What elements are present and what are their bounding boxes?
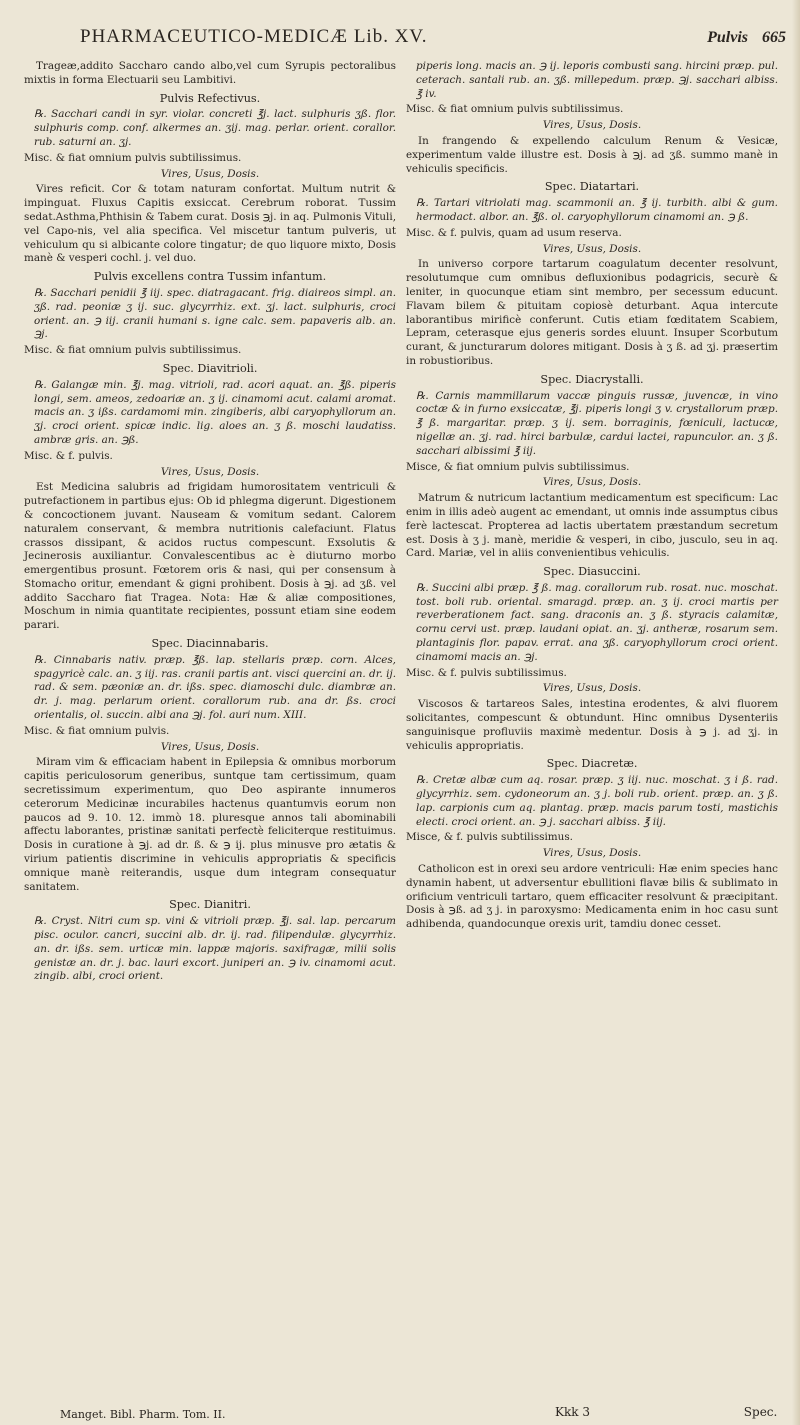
- left-column-rx-block: ℞. Sacchari candi in syr. violar. concreti ℥j. lact. sulphuris ʒß. flor. sulphuris comp. conf. alkermes an. ʒij. mag. perlar. orient. corallor. rub. saturni an. ʒj.: [34, 108, 396, 148]
- page-number: 665: [762, 29, 786, 46]
- left-column-rx-block: ℞. Sacchari penidii ℥ iij. spec. diatragacant. frig. diaireos simpl. an. ʒß. rad. peoniæ ʒ ij. suc. glycyrrhiz. ext. ʒj. lact. sulphuris, croci orient. an. ℈ iij. cranii humani s. igne calc. sem. papaveris alb. an. ℈j.: [34, 286, 396, 341]
- footer-citation: Manget. Bibl. Pharm. Tom. II.: [60, 1408, 226, 1421]
- running-head-right: [707, 29, 786, 47]
- left-column-sub-block: Vires, Usus, Dosis.: [160, 167, 260, 180]
- left-column-sub-block: Vires, Usus, Dosis.: [160, 465, 260, 478]
- right-column-plain-block: Misc. & f. pulvis, quam ad usum reserva.: [406, 226, 622, 239]
- right-column-sub-block: Vires, Usus, Dosis.: [542, 847, 642, 860]
- right-column-p-block: In frangendo & expellendo calculum Renum & Vesicæ, experimentum valde illustre est. Dosis à ℈j. ad ʒß. summo manè in vehiculis specificis.: [406, 134, 778, 175]
- right-column-sub-block: Vires, Usus, Dosis.: [542, 242, 642, 255]
- right-column-sub-block: Vires, Usus, Dosis.: [542, 119, 642, 132]
- right-column-p-block: Catholicon est in orexi seu ardore ventriculi: Hæ enim species hanc dynamin habent, ut adversentur ebullitioni flavæ bilis & sublimato in orificium ventriculi tartaro, quem efficaciter resolvunt & præcipitant. Dosis à ℈ß. ad ʒ j. in paroxysmo: Medicamenta enim in hoc casu sunt adhibenda, quandocunque orexis urit, tamdiu donec cesset.: [406, 863, 778, 931]
- left-column-p-block: Trageæ,addito Saccharo cando albo,vel cum Syrupis pectoralibus mixtis in forma Electuarii seu Lambitivi.: [24, 60, 396, 86]
- signature-mark: [555, 1405, 777, 1419]
- page-edge-shade: [792, 0, 800, 1425]
- left-column-plain-block: Misc. & fiat omnium pulvis subtilissimus.: [24, 151, 242, 164]
- left-column-p-block: Miram vim & efficaciam habent in Epilepsia & omnibus morborum capitis periculosorum generibus, suntque tam certissimum, quam secretissimum experimentum, quo Deo aspirante innumeros ceterorum Medicinæ incurabiles hactenus quantumvis eorum non paucos ad 9. 10. 12. immò 18. pluresque annos tali abominabili affectu laborantes, pristinæ sanitati perfectè feliciterque restituimus. Dosis in curatione à ℈j. ad dr. ß. & ℈ ij. plus minusve pro ætatis & virium patientis discrimine in vehiculis appropriatis & specificis omnique manè reiterandis, usque dum integram consequatur sanitatem.: [24, 756, 396, 893]
- right-column-rx-block: ℞. Succini albi præp. ℥ ß. mag. corallorum rub. rosat. nuc. moschat. tost. boli rub. oriental. smaragd. præp. an. ʒ ij. croci martis per reverberationem fact. sang. draconis an. ʒ ß. styracis calamitæ, cornu cervi ust. præp. laudani opiat. an. ʒj. antheræ, rosarum sem. plantaginis flor. papav. errat. ana ʒß. caryophyllorum croci orient. cinamomi macis an. ℈j.: [416, 581, 778, 663]
- right-column-center-block: Spec. Diacretæ.: [546, 757, 638, 771]
- right-column-plain-block: Misc. & f. pulvis subtilissimus.: [406, 666, 567, 679]
- right-column-plain-block: Misce, & f. pulvis subtilissimus.: [406, 831, 573, 844]
- right-column-rx-block: piperis long. macis an. ℈ ij. leporis combusti sang. hircini præp. pul. ceterach. santali rub. an. ʒß. millepedum. præp. ℈j. sacchari albiss. ℥ iv.: [416, 60, 778, 100]
- left-column-center-block: Spec. Diavitrioli.: [162, 361, 258, 375]
- right-column-p-block: Viscosos & tartareos Sales, intestina erodentes, & alvi fluorem solicitantes, compescunt & obtundunt. Hinc omnibus Dysenteriis sanguinisque profluviis maximè medentur. Dosis à ℈ j. ad ʒj. in vehiculis appropriatis.: [406, 698, 778, 752]
- right-column: [406, 60, 778, 934]
- right-column-center-block: Spec. Diatartari.: [544, 180, 640, 194]
- left-column-plain-block: Misc. & f. pulvis.: [24, 449, 113, 462]
- catchword: Spec.: [743, 1405, 778, 1419]
- right-column-sub-block: Vires, Usus, Dosis.: [542, 682, 642, 695]
- right-column-p-block: Matrum & nutricum lactantium medicamentum est specificum: Lac enim in illis adeò augent ac emendant, ut omnis inde assumptus cibus ferè lactescat. Propterea ad lactis ubertatem præstandum secretum est. Dosis à ʒ j. manè, meridie & vesperi, in cibo, jusculo, seu in aq. Card. Mariæ, vel in aliis convenientibus vehiculis.: [406, 492, 778, 560]
- right-column-rx-block: ℞. Carnis mammillarum vaccæ pinguis russæ, juvencæ, in vino coctæ & in furno exsiccatæ, ℥j. piperis longi ʒ v. crystallorum præp. ℥ ß. margaritar. præp. ʒ ij. sem. borraginis, fœniculi, lactucæ, nigellæ an. ʒj. rad. hirci barbulæ, cardui lactei, rapunculor. an. ʒ ß. sacchari albissimi ℥ iij.: [416, 389, 778, 457]
- left-column-rx-block: ℞. Cryst. Nitri cum sp. vini & vitrioli præp. ℥j. sal. lap. percarum pisc. oculor. cancri, succini alb. dr. ij. rad. filipendulæ. glycyrrhiz. an. dr. ißs. sem. urticæ min. lappæ majoris. saxifragæ, milii solis genistæ an. dr. j. bac. lauri excort. juniperi an. ℈ iv. cinamomi acut. zingib. albi, croci orient.: [34, 915, 396, 983]
- left-column-center-block: Spec. Dianitri.: [169, 898, 251, 912]
- left-column-center-block: Pulvis Refectivus.: [159, 91, 261, 105]
- left-column-plain-block: Misc. & fiat omnium pulvis subtilissimus.: [24, 344, 242, 357]
- right-column-sub-block: Vires, Usus, Dosis.: [542, 476, 642, 489]
- left-column: [24, 60, 396, 986]
- right-column-center-block: Spec. Diacrystalli.: [540, 372, 644, 386]
- right-column-rx-block: ℞. Tartari vitriolati mag. scammonii an. ℥ ij. turbith. albi & gum. hermodact. albor. an. ℥ß. ol. caryophyllorum cinamomi an. ℈ ß.: [416, 197, 778, 223]
- left-column-p-block: Est Medicina salubris ad frigidam humorositatem ventriculi & putrefactionem in partibus ejus: Ob id phlegma digerunt. Digestionem & concoctionem juvant. Nauseam & vomitum sedant. Calorem naturalem conservant, & membra nutritionis calefaciunt. Flatus crassos dissipant, & acidos ructus compescunt. Exsolutis & Jecinerosis auxiliantur. Convalescentibus ac è diuturno morbo emergentibus prosunt. Fœtorem oris & nasi, qui per consensum à Stomacho oritur, emendant & gigni prohibent. Dosis à ℈j. ad ʒß. vel addito Saccharo fiat Tragea. Nota: Hæ & aliæ compositiones, Moschum in nimia quantitate recipientes, possunt etiam sine eodem parari.: [24, 481, 396, 632]
- left-column-rx-block: ℞. Galangæ min. ℥j. mag. vitrioli, rad. acori aquat. an. ℥ß. piperis longi, sem. ameos, zedoariæ an. ʒ ij. cinamomi acut. calami aromat. macis an. ʒ ißs. cardamomi min. zingiberis, albi caryophyllorum an. ʒj. croci orient. spicæ indic. lig. aloes an. ʒ ß. moschi laudatiss. ambræ gris. an. ℈ß.: [34, 378, 396, 446]
- right-column-rx-block: ℞. Cretæ albæ cum aq. rosar. præp. ʒ iij. nuc. moschat. ʒ i ß. rad. glycyrrhiz. sem. cydoneorum an. ʒ j. boli rub. orient. præp. an. ʒ ß. lap. carpionis cum aq. plantag. præp. macis parum tosti, mastichis electi. croci orient. an. ℈ j. sacchari albiss. ℥ iij.: [416, 774, 778, 828]
- left-column-center-block: Spec. Diacinnabaris.: [151, 637, 269, 651]
- right-column-center-block: Spec. Diasuccini.: [543, 565, 641, 579]
- running-head: [80, 26, 786, 56]
- right-column-plain-block: Misc. & fiat omnium pulvis subtilissimus.: [406, 103, 624, 116]
- running-title: PHARMACEUTICO-MEDICÆ Lib. XV.: [80, 26, 428, 47]
- signature-text: Kkk 3: [555, 1405, 590, 1419]
- left-column-center-block: Pulvis excellens contra Tussim infantum.: [93, 270, 327, 284]
- left-column-p-block: Vires reficit. Cor & totam naturam confortat. Multum nutrit & impinguat. Fluxus Capitis exsiccat. Cerebrum roborat. Tussim sedat.Asthma,Phthisin & Tabem curat. Dosis ℈j. in aq. Pulmonis Vituli, vel Capo-nis, vel alia specifica. Vel miscetur tantum pulveris, ut vehiculum qu si albicante colore tingatur; de quo liquore mixto, Dosis manè & vesperi cochl. j. vel duo.: [24, 183, 396, 265]
- right-column-plain-block: Misce, & fiat omnium pulvis subtilissimus.: [406, 460, 630, 473]
- left-column-rx-block: ℞. Cinnabaris nativ. præp. ℥ß. lap. stellaris præp. corn. Alces, spagyricè calc. an. ʒ iij. ras. cranii partis ant. visci quercini an. dr. ij. rad. & sem. pæoniæ an. dr. ißs. spec. diamoschi dulc. diambræ an. dr. j. mag. perlarum orient. corallorum rub. ana dr. ßs. croci orientalis, ol. succin. albi ana ℈j. fol. auri num. XIII.: [34, 653, 396, 722]
- right-column-p-block: In universo corpore tartarum coagulatum decenter resolvunt, resolutumque cum omnibus defluxionibus podagricis, securè & leniter, in quocunque etiam sint membro, per secessum educunt. Flavam bilem & pituitam copiosè deturbant. Aqua intercute laborantibus mirificè conferunt. Cutis etiam fœditatem Scabiem, Lepram, ceterasque ejus generis sordes eluunt. Insuper Scorbutum curant, & juncturarum dolores mitigant. Dosis à ʒ ß. ad ʒj. præsertim in robustioribus.: [406, 258, 778, 367]
- left-column-plain-block: Misc. & fiat omnium pulvis.: [24, 724, 170, 737]
- left-column-sub-block: Vires, Usus, Dosis.: [160, 740, 260, 753]
- section-name: Pulvis: [707, 29, 748, 46]
